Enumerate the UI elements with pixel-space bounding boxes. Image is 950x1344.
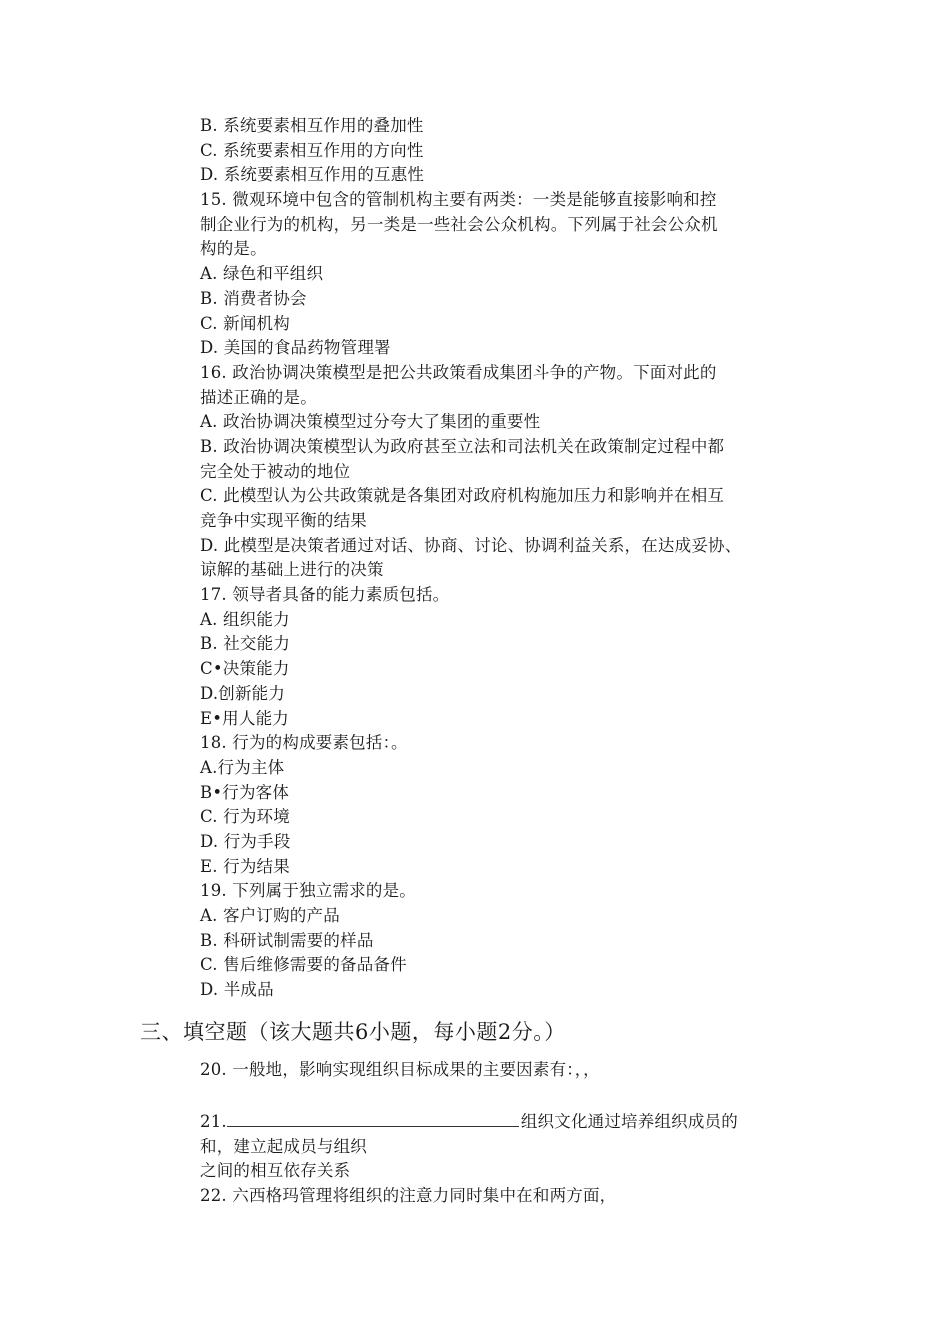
text-line: A. 绿色和平组织 bbox=[200, 264, 324, 284]
text-line: D.创新能力 bbox=[200, 683, 286, 703]
text-line: 18. 行为的构成要素包括：。 bbox=[200, 733, 408, 753]
question-22-text: 22. 六西格玛管理将组织的注意力同时集中在和两方面， bbox=[200, 1186, 617, 1206]
text-line: B. 社交能力 bbox=[200, 634, 291, 654]
text-line: D. 半成品 bbox=[200, 980, 274, 1000]
text-line: 15. 微观环境中包含的管制机构主要有两类：一类是能够直接影响和控 bbox=[200, 190, 717, 210]
text-line: C. 此模型认为公共政策就是各集团对政府机构施加压力和影响并在相互 bbox=[200, 486, 725, 506]
question-list bbox=[200, 114, 820, 1003]
question-21-line-1 bbox=[200, 1110, 820, 1135]
text-line: A. 政治协调决策模型过分夸大了集团的重要性 bbox=[200, 412, 541, 432]
text-line: 16. 政治协调决策模型是把公共政策看成集团斗争的产物。下面对此的 bbox=[200, 362, 717, 382]
text-line: C. 系统要素相互作用的方向性 bbox=[200, 140, 424, 160]
text-line: D. 此模型是决策者通过对话、协商、讨论、协调利益关系，在达成妥协、 bbox=[200, 535, 742, 555]
text-line: E•用人能力 bbox=[200, 708, 289, 728]
question-20 bbox=[200, 1058, 820, 1083]
text-line: B. 科研试制需要的样品 bbox=[200, 930, 374, 950]
text-line: 描述正确的是。 bbox=[200, 387, 317, 407]
text-line: 17. 领导者具备的能力素质包括。 bbox=[200, 585, 450, 605]
text-line: B. 系统要素相互作用的叠加性 bbox=[200, 116, 424, 135]
question-21 bbox=[200, 1110, 820, 1209]
text-line: A. 组织能力 bbox=[200, 609, 290, 629]
question-21-prefix: 21. bbox=[200, 1112, 227, 1131]
text-line: C. 售后维修需要的备品备件 bbox=[200, 955, 407, 975]
text-line: 制企业行为的机构，另一类是一些社会公众机构。下列属于社会公众机 bbox=[200, 214, 718, 234]
text-line: 完全处于被动的地位 bbox=[200, 461, 351, 481]
text-line: C. 行为环境 bbox=[200, 807, 290, 827]
text-line: 构的是。 bbox=[200, 239, 267, 259]
text-line: B. 政治协调决策模型认为政府甚至立法和司法机关在政策制定过程中都 bbox=[200, 436, 725, 456]
text-line: D. 系统要素相互作用的互惠性 bbox=[200, 165, 425, 185]
text-line: D. 行为手段 bbox=[200, 831, 291, 851]
answer-blank-line bbox=[227, 1110, 519, 1127]
text-line: C•决策能力 bbox=[200, 659, 290, 679]
text-line: C. 新闻机构 bbox=[200, 313, 290, 333]
text-line: D. 美国的食品药物管理署 bbox=[200, 338, 391, 358]
question-21-suffix: 组织文化通过培养组织成员的 bbox=[520, 1112, 738, 1131]
text-line: B•行为客体 bbox=[200, 782, 290, 802]
text-line: B. 消费者协会 bbox=[200, 288, 307, 308]
text-line: 竞争中实现平衡的结果 bbox=[200, 511, 367, 530]
question-21-line-2: 和，建立起成员与组织 bbox=[200, 1136, 367, 1156]
text-line: E. 行为结果 bbox=[200, 856, 290, 876]
text-line: 19. 下列属于独立需求的是。 bbox=[200, 881, 416, 901]
text-line: A. 客户订购的产品 bbox=[200, 906, 340, 925]
question-20-text: 20. 一般地，影响实现组织目标成果的主要因素有：，， bbox=[200, 1060, 600, 1079]
question-21-line-3: 之间的相互依存关系 bbox=[200, 1161, 351, 1181]
section-title-fill-in: 三、填空题（该大题共6小题，每小题2分。） bbox=[140, 1020, 566, 1044]
text-line: A.行为主体 bbox=[200, 757, 285, 777]
text-line: 谅解的基础上进行的决策 bbox=[200, 560, 384, 580]
